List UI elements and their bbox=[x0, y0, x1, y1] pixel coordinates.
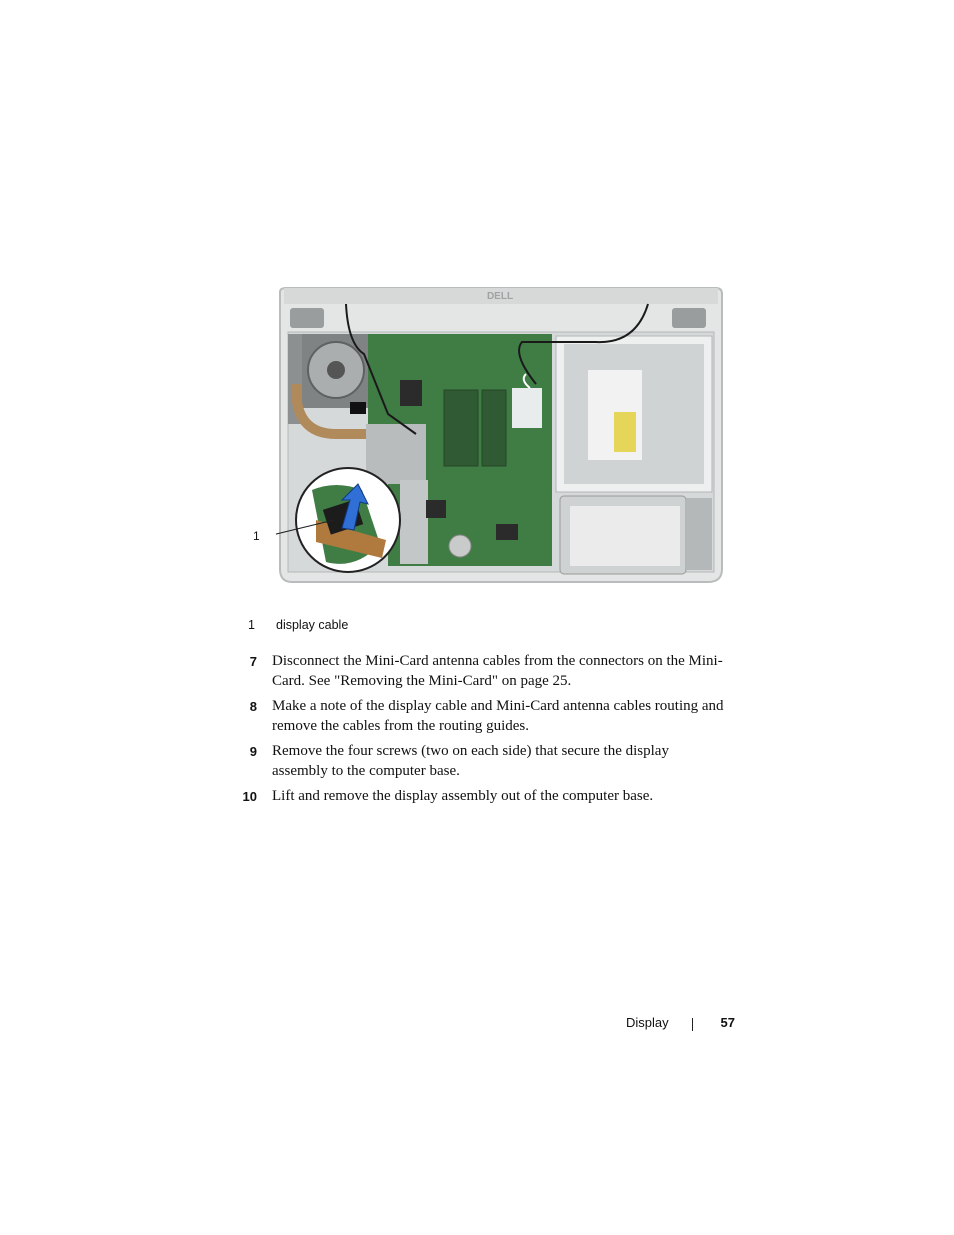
step-number: 8 bbox=[249, 699, 257, 714]
step-text: Remove the four screws (two on each side) that secure the display assembly to the computer base. bbox=[272, 743, 669, 779]
laptop-base-illustration bbox=[276, 284, 724, 586]
step-item bbox=[240, 742, 725, 781]
page-number: 57 bbox=[720, 1015, 735, 1030]
step-item bbox=[240, 652, 725, 691]
step-item bbox=[240, 697, 725, 736]
step-text: Lift and remove the display assembly out of the computer base. bbox=[272, 788, 654, 804]
step-number: 10 bbox=[242, 789, 257, 804]
footer-section-name: Display bbox=[626, 1015, 669, 1030]
step-text: Disconnect the Mini-Card antenna cables from the connectors on the Mini-Card. See "Removing the Mini-Card" on page 25. bbox=[272, 653, 723, 689]
legend-label: display cable bbox=[276, 618, 349, 632]
figure-callout-number: 1 bbox=[253, 529, 260, 543]
step-item bbox=[240, 787, 725, 807]
dell-logo: DELL bbox=[486, 291, 514, 302]
step-number: 7 bbox=[249, 654, 257, 669]
legend-number: 1 bbox=[248, 618, 255, 632]
procedure-steps bbox=[240, 652, 725, 813]
step-number: 9 bbox=[249, 744, 257, 759]
step-text: Make a note of the display cable and Mini-Card antenna cables routing and remove the cables from the routing guides. bbox=[272, 698, 724, 734]
footer-divider bbox=[692, 1018, 693, 1031]
page-footer bbox=[560, 1015, 735, 1035]
